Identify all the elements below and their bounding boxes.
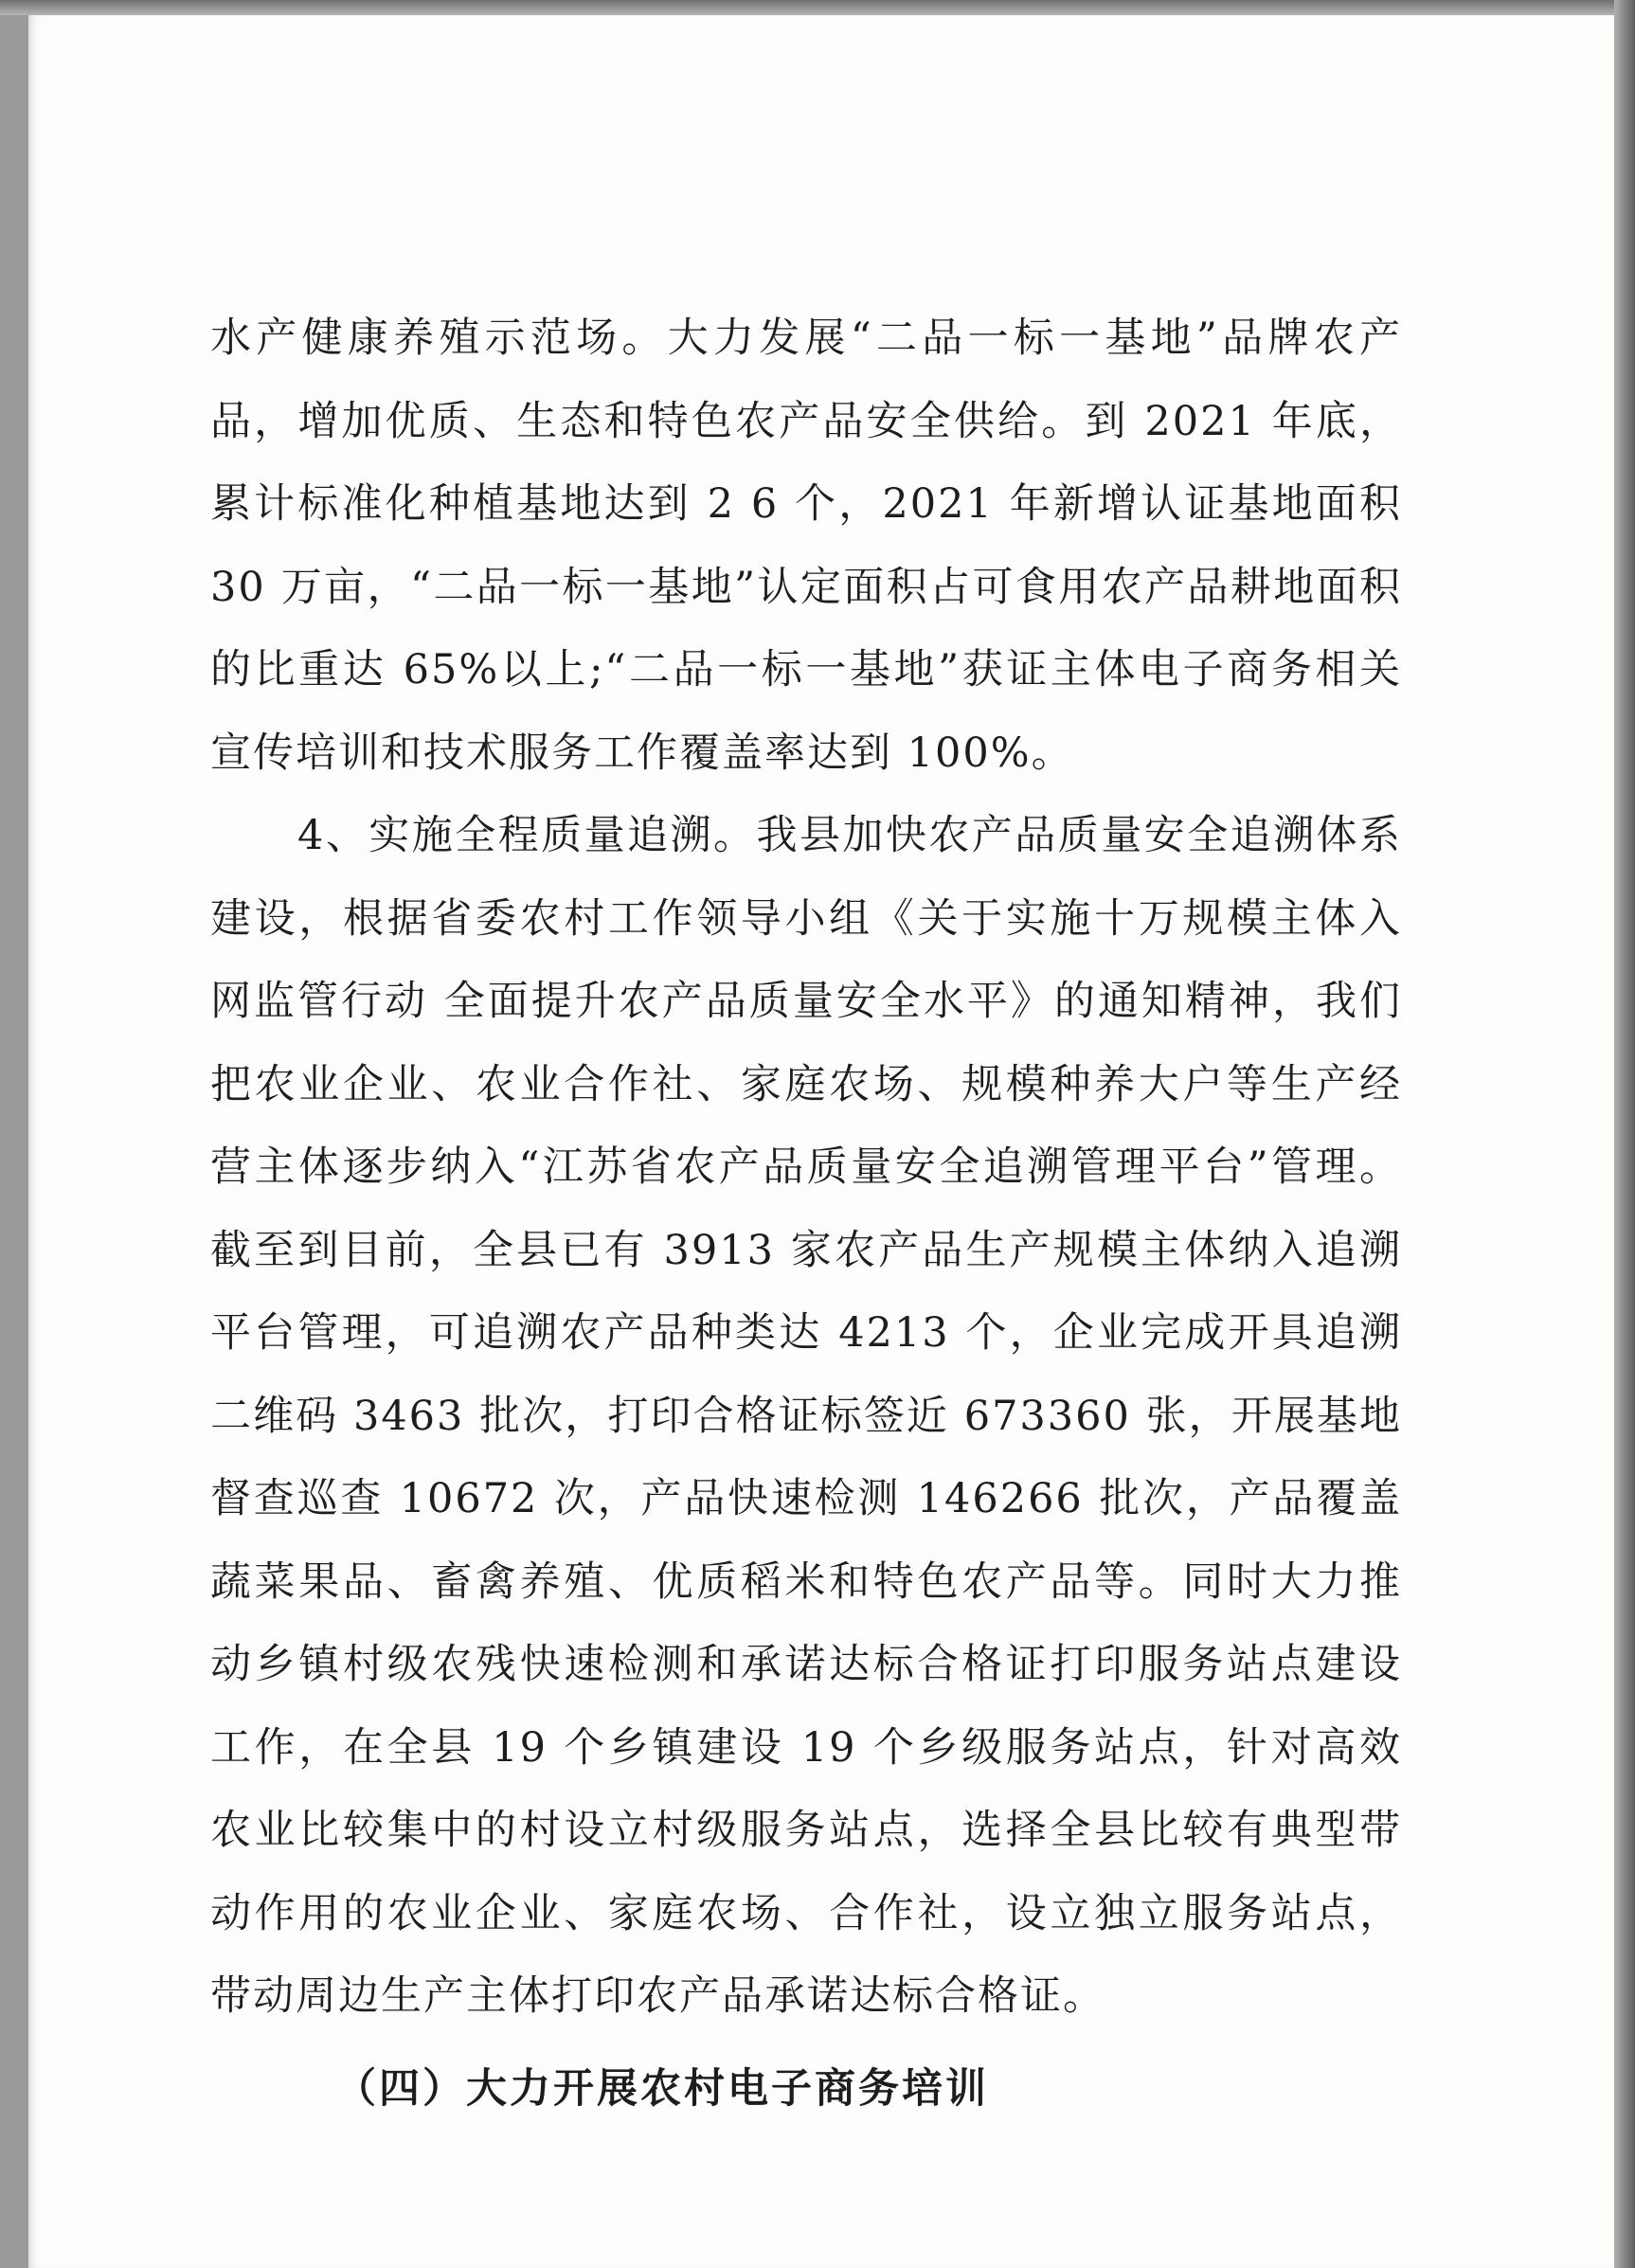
paragraph-traceability: 4、实施全程质量追溯。我县加快农产品质量安全追溯体系建设，根据省委农村工作领导小组《关于实施十万规模主体入网监管行动 全面提升农产品质量安全水平》的通知精神，我们把农业企业、农业合作社、家庭农场、规模种养大户等生产经营主体逐步纳入“江苏省农产品质量安全追溯管理平台”管理。截至到目前，全县已有 3913 家农产品生产规模主体纳入追溯平台管理，可追溯农产品种类达 4213 个，企业完成开具追溯二维码 3463 批次，打印合格证标签近 673360 张，开展基地督查巡查 10672 次，产品快速检测 146266 批次，产品覆盖蔬菜果品、畜禽养殖、优质稻米和特色农产品等。同时大力推动乡镇村级农残快速检测和承诺达标合格证打印服务站点建设工作，在全县 19 个乡镇建设 19 个乡级服务站点，针对高效农业比较集中的村设立村级服务站点，选择全县比较有典型带动作用的农业企业、家庭农场、合作社，设立独立服务站点，带动周边生产主体打印农产品承诺达标合格证。 (210, 812, 1402, 2020)
scan-edge-right (1614, 0, 1635, 2268)
section-heading: （四）大力开展农村电子商务培训 (335, 2064, 989, 2113)
scan-edge-top (0, 0, 1635, 15)
paragraph-continuation: 水产健康养殖示范场。大力发展“二品一标一基地”品牌农产品，增加优质、生态和特色农产品安全供给。到 2021 年底，累计标准化种植基地达到 2 6 个，2021 年新增认证基地面积 30 万亩，“二品一标一基地”认定面积占可食用农产品耕地面积的比重达 65%以上;“二品一标一基地”获证主体电子商务相关宣传培训和技术服务工作覆盖率达到 100%。 (210, 315, 1402, 777)
document-body (210, 297, 1402, 2131)
